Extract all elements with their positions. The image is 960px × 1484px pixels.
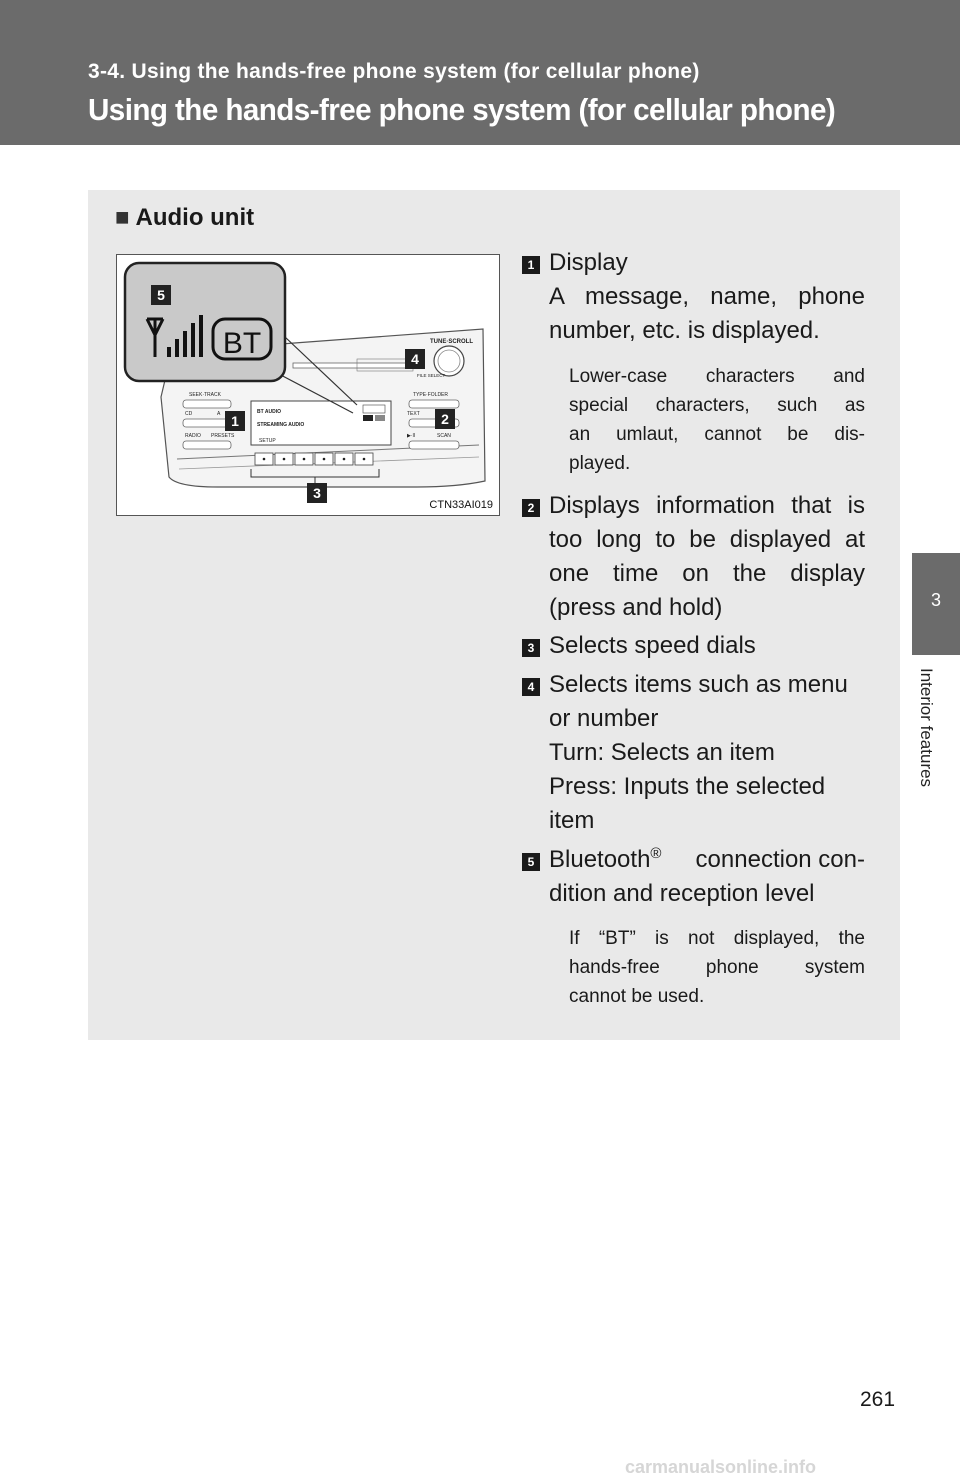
svg-text:1: 1 xyxy=(231,413,239,429)
item-1-line: number, etc. is displayed. xyxy=(549,317,820,344)
item-1-line: A message, name, phone xyxy=(549,283,865,310)
svg-text:5: 5 xyxy=(157,287,165,303)
item-4-line: Turn: Selects an item xyxy=(549,739,775,766)
item-4-line: Selects items such as menu xyxy=(549,671,848,698)
item-1-note-line: an umlaut, cannot be dis- xyxy=(569,424,865,445)
scan-label: SCAN xyxy=(437,433,451,439)
display-line1: BT AUDIO xyxy=(257,409,281,415)
item-2-line: Displays information that is xyxy=(549,492,865,519)
item-2-line: too long to be displayed at xyxy=(549,526,865,553)
item-5-line xyxy=(549,843,865,877)
play-pause-label: ▶·II xyxy=(407,433,416,439)
item-5-note-line: hands-free phone system xyxy=(569,957,865,978)
chapter-label-wrap xyxy=(917,668,950,828)
item-3-line: Selects speed dials xyxy=(549,632,756,659)
a-label: A xyxy=(217,411,221,417)
chapter-number: 3 xyxy=(930,590,941,610)
item-marker-5: 5 xyxy=(522,853,540,871)
item-4-line: item xyxy=(549,807,595,834)
item-5-note-line: If “BT” is not displayed, the xyxy=(569,928,865,949)
item-1-note-line: Lower-case characters and xyxy=(569,366,865,387)
chapter-tab xyxy=(912,553,960,655)
file-select-label: FILE SELECT xyxy=(417,373,446,378)
display-line2: STREAMING AUDIO xyxy=(257,422,305,428)
item-4-line: or number xyxy=(549,705,659,732)
section-title: 3-4. Using the hands-free phone system (for cellular phone) xyxy=(88,60,700,83)
heading-square-icon: ■ xyxy=(115,204,130,231)
svg-text:3: 3 xyxy=(313,485,321,501)
tune-scroll-label: TUNE·SCROLL xyxy=(430,339,473,345)
svg-text:2: 2 xyxy=(441,411,449,427)
type-folder-label: TYPE·FOLDER xyxy=(413,392,449,398)
registered-mark: ® xyxy=(650,845,662,862)
item-2-line: (press and hold) xyxy=(549,594,723,621)
presets-label: PRESETS xyxy=(211,433,235,439)
item-marker-1: 1 xyxy=(522,256,540,274)
item-2-line: one time on the display xyxy=(549,560,865,587)
item-1-note-line: special characters, such as xyxy=(569,395,865,416)
page-title: Using the hands-free phone system (for cellular phone) xyxy=(88,92,836,127)
setup-label: SETUP xyxy=(259,438,276,444)
chapter-label: Interior features xyxy=(917,668,936,788)
item-1-note-line: played. xyxy=(569,453,631,474)
item-5-line-tail: connection con- xyxy=(695,846,865,873)
bt-indicator-text: BT xyxy=(222,327,262,360)
svg-text:4: 4 xyxy=(411,351,419,367)
cd-label: CD xyxy=(185,411,193,417)
page-number: 261 xyxy=(860,1388,896,1411)
audio-unit-figure xyxy=(116,254,500,516)
audio-unit-illustration xyxy=(117,255,499,515)
item-marker-4: 4 xyxy=(522,678,540,696)
item-marker-2: 2 xyxy=(522,499,540,517)
item-4-line: Press: Inputs the selected xyxy=(549,773,826,800)
item-5-note-line: cannot be used. xyxy=(569,986,705,1007)
watermark: carmanualsonline.info xyxy=(625,1457,817,1477)
seek-track-label: SEEK·TRACK xyxy=(189,392,221,398)
figure-code: CTN33AI019 xyxy=(429,499,493,511)
item-marker-3: 3 xyxy=(522,639,540,657)
bluetooth-word: Bluetooth xyxy=(549,846,651,873)
item-5-line: dition and reception level xyxy=(549,880,815,907)
radio-label: RADIO xyxy=(185,433,201,439)
text-label: TEXT xyxy=(407,411,420,417)
box-heading xyxy=(115,204,254,232)
box-heading-text: Audio unit xyxy=(135,204,255,231)
item-1-title: Display xyxy=(549,249,628,276)
